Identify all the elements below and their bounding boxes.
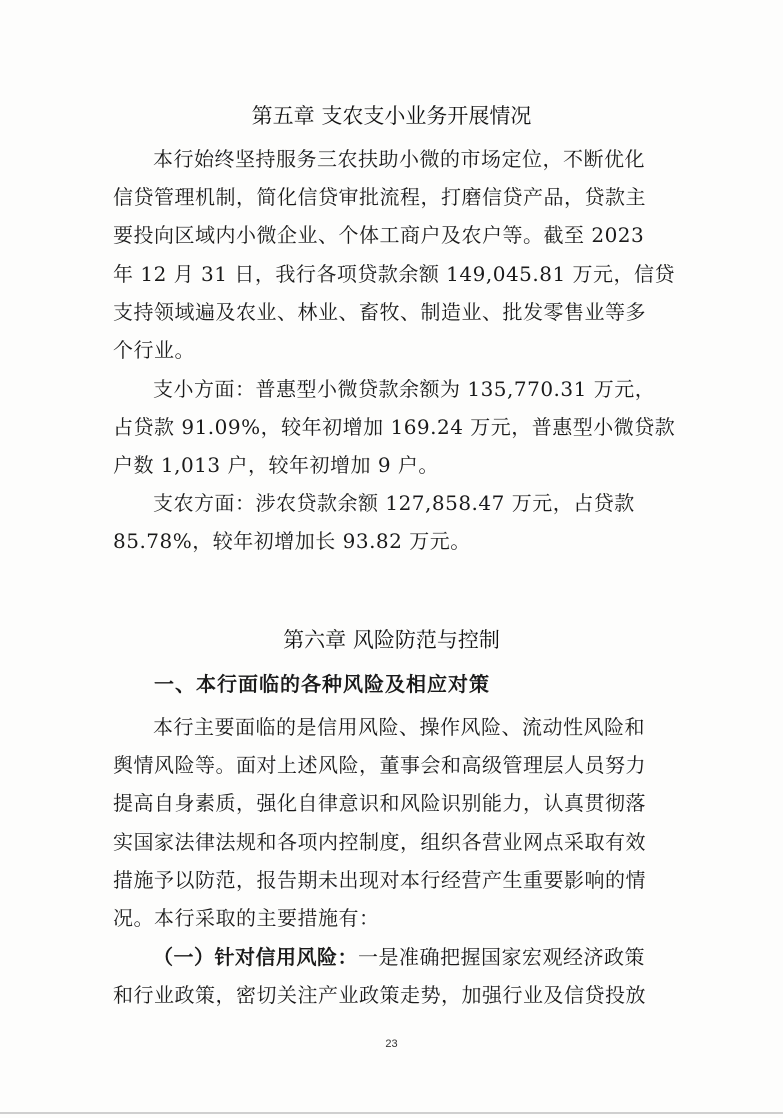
page-number: 23: [385, 1038, 398, 1050]
subsection-label: （一）针对信用风险：: [153, 945, 358, 969]
paragraph-line: 年 12 月 31 日，我行各项贷款余额 149,045.81 万元，信贷: [113, 262, 676, 286]
paragraph-line: 舆情风险等。面对上述风险，董事会和高级管理层人员努力: [113, 753, 646, 777]
chapter-5-title: 第五章 支农支小业务开展情况: [251, 104, 532, 128]
paragraph-line: 户数 1,013 户，较年初增加 9 户。: [113, 453, 439, 477]
paragraph-line: 和行业政策，密切关注产业政策走势，加强行业及信贷投放: [113, 983, 646, 1007]
paragraph-line: 信贷管理机制，简化信贷审批流程，打磨信贷产品，贷款主: [113, 185, 646, 209]
paragraph-line: 要投向区域内小微企业、个体工商户及农户等。截至 2023: [113, 223, 645, 247]
paragraph-text: 一是准确把握国家宏观经济政策: [358, 945, 645, 969]
paragraph-line: [153, 941, 713, 970]
paragraph-line: 提高自身素质，强化自律意识和风险识别能力，认真贯彻落: [113, 791, 646, 815]
chapter-6-title: 第六章 风险防范与控制: [283, 628, 500, 652]
paragraph-line: 措施予以防范，报告期未出现对本行经营产生重要影响的情: [113, 868, 646, 892]
paragraph-line: 实国家法律法规和各项内控制度，组织各营业网点采取有效: [113, 830, 646, 854]
section-heading: 一、本行面临的各种风险及相应对策: [154, 672, 490, 696]
paragraph-line: 个行业。: [113, 338, 195, 362]
paragraph-line: 况。本行采取的主要措施有：: [113, 906, 380, 930]
paragraph-line: 支持领域遍及农业、林业、畜牧、制造业、批发零售业等多: [113, 300, 646, 324]
paragraph-line: 85.78%，较年初增加长 93.82 万元。: [113, 529, 471, 553]
paragraph-line: 本行主要面临的是信用风险、操作风险、流动性风险和: [153, 715, 645, 739]
paragraph-line: 支小方面：普惠型小微贷款余额为 135,770.31 万元，: [153, 377, 656, 401]
paragraph-line: 支农方面：涉农贷款余额 127,858.47 万元，占贷款: [153, 491, 635, 515]
page-edge-divider: [0, 1112, 783, 1114]
paragraph-line: 占贷款 91.09%，较年初增加 169.24 万元，普惠型小微贷款: [113, 415, 676, 439]
paragraph-line: 本行始终坚持服务三农扶助小微的市场定位，不断优化: [153, 147, 645, 171]
